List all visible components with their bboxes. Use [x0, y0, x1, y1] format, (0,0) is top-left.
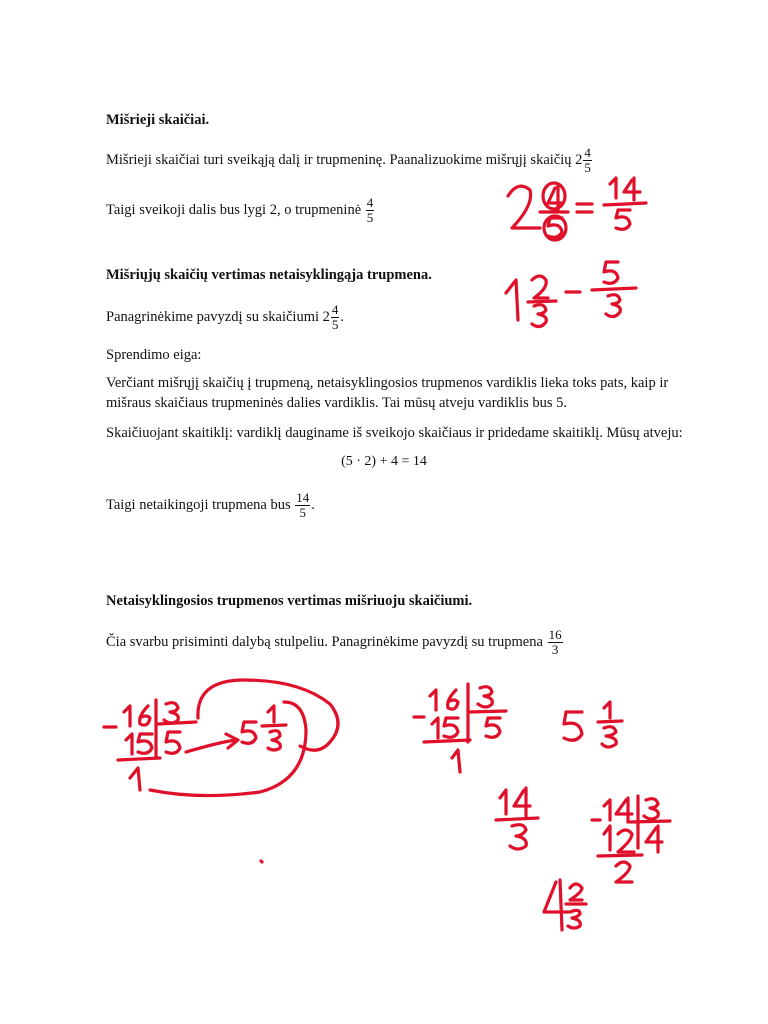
- fraction: $\frac{4}{5}$: [584, 145, 591, 175]
- equation: (5 · 2) + 4 = 14: [341, 454, 427, 469]
- section2-example: Panagrinėkime pavyzdį su skaičiumi 2 $\frac{4}{5}$ .: [106, 302, 345, 332]
- section3-heading: Netaisyklingosios trupmenos vertimas mišriuoju skaičiumi.: [106, 593, 473, 609]
- section3-intro: Čia svarbu prisiminti dalybą stulpeliu. Panagrinėkime pavyzdį su trupmena $\frac{16}{3}$: [106, 627, 562, 657]
- result-line: Taigi netaikingoji trupmena bus $\frac{14}{5}$ .: [106, 490, 315, 520]
- section1-intro: Mišrieji skaičiai turi sveikąją dalį ir trupmeninę. Paanalizuokime mišrųjį skaičių 2 $\frac{4}{5}$: [106, 145, 591, 175]
- section2-heading: Mišriųjų skaičių vertimas netaisyklingąja trupmena.: [106, 267, 432, 283]
- handwritten-example-a: [508, 178, 646, 240]
- handwritten-division-2: [414, 684, 622, 772]
- fraction: $\frac{4}{5}$: [366, 195, 374, 225]
- fraction: $\frac{16}{3}$: [548, 627, 562, 657]
- mixed-number: 2 $\frac{4}{5}$: [575, 145, 591, 175]
- section1-heading: Mišrieji skaičiai.: [106, 112, 210, 128]
- fraction: $\frac{14}{5}$: [296, 490, 310, 520]
- paragraph-1a: Verčiant mišrųjį skaičių į trupmeną, netaisyklingosios trupmenos vardiklis lieka toks pats, kaip ir: [106, 375, 669, 391]
- handwritten-mixed-2: [544, 880, 586, 930]
- stray-mark: [261, 861, 262, 862]
- paragraph-2: Skaičiuojant skaitiklį: vardiklį dauginame iš sveikojo skaičiaus ir pridedame skaitiklį. Mūsų atveju:: [106, 425, 683, 441]
- section1-line2: Taigi sveikoji dalis bus lygi 2, o trupmeninė $\frac{4}{5}$: [106, 195, 374, 225]
- handwritten-fraction-2: [496, 788, 538, 849]
- handwritten-division-1: [104, 680, 338, 796]
- steps-title: Sprendimo eiga:: [106, 347, 202, 363]
- handwritten-division-3: [592, 796, 670, 882]
- paragraph-1b: mišraus skaičiaus trupmeninės dalies vardiklis. Tai mūsų atveju vardiklis bus 5.: [106, 395, 568, 411]
- handwritten-example-b: [506, 262, 636, 327]
- fraction: $\frac{4}{5}$: [331, 302, 339, 332]
